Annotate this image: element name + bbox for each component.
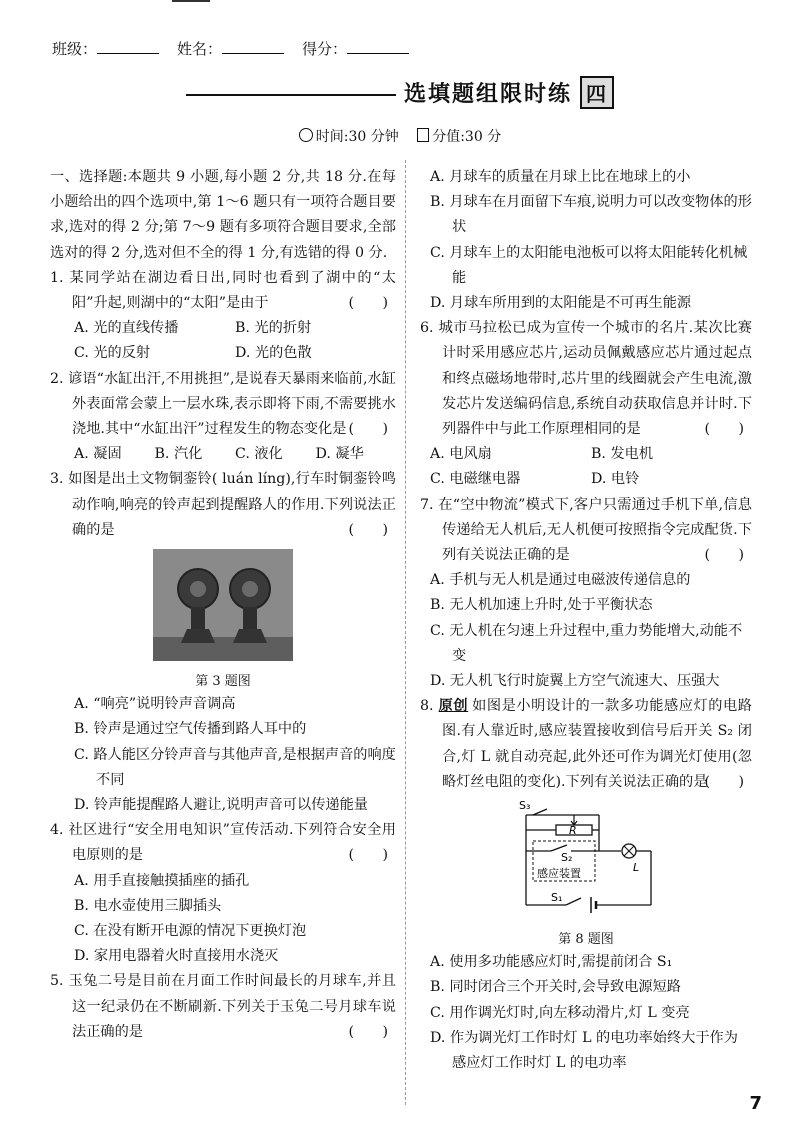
question-5: 5. 玉兔二号是目前在月面工作时间最长的月球车,并且这一纪录仍在不断刷新.下列关于玉兔二号月球车说法正确的是 ( ) [50,973,396,1040]
question-2: 2. 谚语“水缸出汗,不用挑担”,是说春天暴雨来临前,水缸外表面常会蒙上一层水珠,表示即将下雨,不需要挑水浇地.其中“水缸出汗”过程发生的物态变化是 ( ) A. 凝固 B. 汽化 C. 液化 D. 凝华 [50,367,396,468]
q5-option-c: C. 月球车上的太阳能电池板可以将太阳能转化机械能 [430,244,748,286]
q2-option-d: D. 凝华 [315,446,364,463]
page-title: 选填题组限时练 四 [186,76,614,109]
time-score-meta [0,126,800,146]
bronze-bells-photo [153,549,293,661]
q8-option-a: A. 使用多功能感应灯时,需提前闭合 S₁ [430,954,673,971]
q4-option-d: D. 家用电器着火时直接用水浇灭 [74,948,279,965]
right-column [420,165,752,1076]
q1-option-b: B. 光的折射 [235,320,312,337]
question-1: 1. 某同学站在湖边看日出,同时也看到了湖中的“太阳”升起,则湖中的“太阳”是由于 ( ) A. 光的直线传播 B. 光的折射 C. 光的反射 D. 光的色散 [50,266,396,367]
q5-option-d: D. 月球车所用到的太阳能是不可再生能源 [430,295,692,312]
title-rule [186,94,396,96]
q7-option-b: B. 无人机加速上升时,处于平衡状态 [430,597,653,614]
section-instructions: 一、选择题:本题共 9 小题,每小题 2 分,共 18 分.在每小题给出的四个选项中,第 1～6 题只有一项符合题目要求,选对的得 2 分;第 7～9 题有多项符合题目要求,全部选对的得 2 分,选对但不全的得 1 分,有选错的得 0 分. [50,169,396,261]
q1-option-c: C. 光的反射 [74,345,151,362]
question-7: 7. 在“空中物流”模式下,客户只需通过手机下单,信息传递给无人机后,无人机便可按照指令完成配货.下列有关说法正确的是 ( ) A. 手机与无人机是通过电磁波传递信息的 B. 无人机加速上升时,处于平衡状态 C. 无人机在匀速上升过程中,重力势能增大,动能不变 D. 无人机飞行时旋翼上方空气流速大、压强大 [420,493,752,695]
q5-options [420,165,752,316]
name-field: 姓名： [177,38,284,59]
score-field: 得分： [302,38,409,59]
s3-label: S₃ [519,801,531,813]
q4-option-a: A. 用手直接触摸插座的插孔 [74,872,250,889]
q5-option-b: B. 月球车在月面留下车痕,说明力可以改变物体的形状 [430,194,752,236]
q2-option-a: A. 凝固 [74,446,122,463]
q8-option-c: C. 用作调光灯时,向左移动滑片,灯 L 变亮 [430,1004,690,1021]
q3-option-a: A. “响亮”说明铃声音调高 [74,696,236,713]
s1-label: S₁ [551,891,563,905]
q3-option-d: D. 铃声能提醒路人避让,说明声音可以传递能量 [74,797,368,814]
q3-option-b: B. 铃声是通过空气传播到路人耳中的 [74,721,307,738]
page-number: 7 [749,1093,762,1114]
document-icon [417,128,429,142]
q4-option-c: C. 在没有断开电源的情况下更换灯泡 [74,923,307,940]
q1-option-d: D. 光的色散 [235,345,312,362]
resistor-label: R [569,824,577,838]
column-divider [405,160,406,1105]
q3-figure [50,549,396,670]
question-8: 8. 原创 如图是小明设计的一款多功能感应灯的电路图.有人靠近时,感应装置接收到信号后开关 S₂ 闭合,灯 L 就自动亮起,此外还可作为调光灯使用(忽略灯丝电阻的变化).下列有关说法正确的是 ( ) S₃ R S₂ 感应装置 L S₁ 第 8 题图 A. 使用多功能感应灯时,需提前闭合 S₁ B. 同时闭合三个开关时,会导致电源短路 C. 用作调光灯时,向左移动滑片,灯 L 变亮 D. 作为调光灯工作时灯 L 的电功率始终大于作为感应灯工作时灯 L 的电功率 [420,694,752,1076]
q6-option-a: A. 电风扇 [430,446,492,463]
q8-circuit-diagram [420,801,752,928]
title-number-badge: 四 [580,76,614,109]
title-area [0,76,800,109]
q3-option-c: C. 路人能区分铃声音与其他声音,是根据声音的响度不同 [74,746,396,788]
q3-caption: 第 3 题图 [195,674,251,690]
q2-option-b: B. 汽化 [154,446,203,463]
time-limit: 时间:30 分钟 [315,129,399,145]
question-3: 3. 如图是出土文物铜銮铃( luán líng),行车时铜銮铃鸣动作响,响亮的铃声起到提醒路人的作用.下列说法正确的是 ( ) 第 3 题图 A. “响亮”说明铃声音调高 B. 铃声是通过空气传播到路人耳中的 C. 路人能区分铃声音与其他声音,是根据声音的响度不同 D. 铃声能提醒路人避让,说明声音可以传递能量 [50,467,396,818]
q6-option-d: D. 电铃 [591,471,640,488]
q2-option-c: C. 液化 [235,446,283,463]
q7-option-c: C. 无人机在匀速上升过程中,重力势能增大,动能不变 [430,622,743,664]
q1-option-a: A. 光的直线传播 [74,320,179,337]
original-tag: 原创 [438,698,469,715]
lamp-label: L [633,861,640,875]
q7-option-a: A. 手机与无人机是通过电磁波传递信息的 [430,572,691,589]
q5-option-a: A. 月球车的质量在月球上比在地球上的小 [430,169,691,185]
left-column [50,165,396,1045]
student-info-header [52,38,409,59]
q6-option-c: C. 电磁继电器 [430,471,521,488]
q8-option-b: B. 同时闭合三个开关时,会导致电源短路 [430,979,681,996]
question-6: 6. 城市马拉松已成为宣传一个城市的名片.某次比赛计时采用感应芯片,运动员佩戴感应芯片通过起点和终点磁场地带时,芯片里的线圈就会产生电流,激发芯片发送编码信息,系统自动获取信息并计时.下列器件中与此工作原理相同的是 ( ) A. 电风扇 B. 发电机 C. 电磁继电器 D. 电铃 [420,316,752,492]
class-field: 班级： [52,38,159,59]
q4-option-b: B. 电水壶使用三脚插头 [74,897,222,914]
q6-option-b: B. 发电机 [591,446,654,463]
total-score: 分值:30 分 [432,129,502,145]
sensor-device-label: 感应装置 [537,867,581,881]
s2-label: S₂ [561,851,573,865]
clock-icon [299,128,313,142]
q8-caption: 第 8 题图 [558,932,614,948]
q7-option-d: D. 无人机飞行时旋翼上方空气流速大、压强大 [430,673,720,690]
top-rule [172,0,210,2]
question-4: 4. 社区进行“安全用电知识”宣传活动.下列符合安全用电原则的是 ( ) A. 用手直接触摸插座的插孔 B. 电水壶使用三脚插头 C. 在没有断开电源的情况下更换灯泡 D. 家用电器着火时直接用水浇灭 [50,818,396,969]
q8-option-d: D. 作为调光灯工作时灯 L 的电功率始终大于作为感应灯工作时灯 L 的电功率 [430,1029,738,1072]
